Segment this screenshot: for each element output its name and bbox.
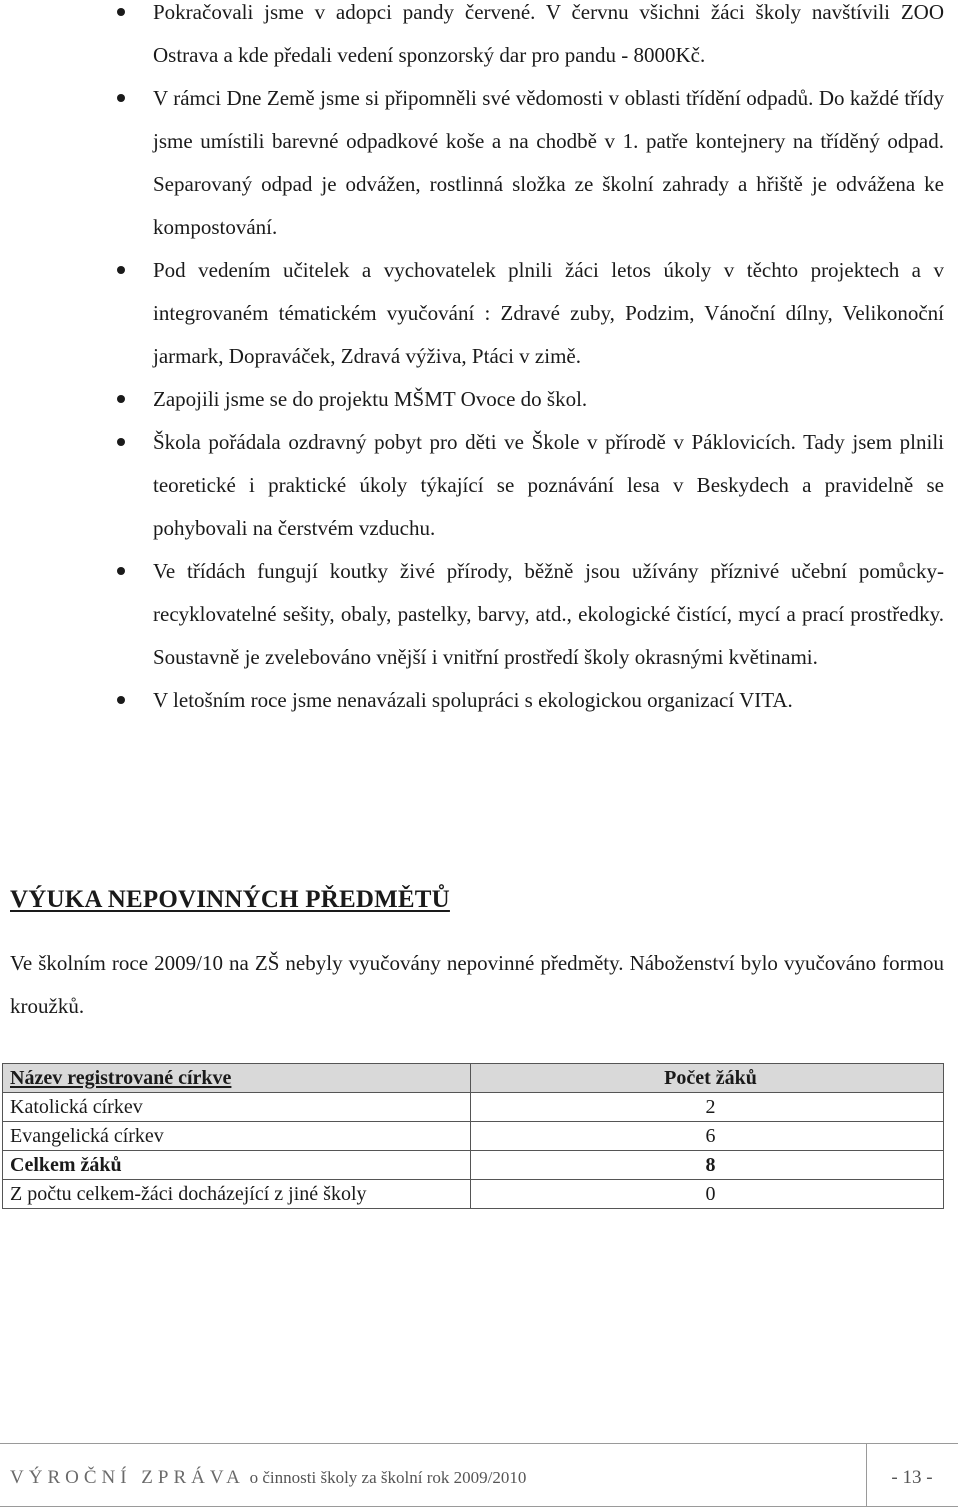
list-item xyxy=(0,679,960,722)
footer-title: VÝROČNÍ ZPRÁVA xyxy=(10,1467,245,1488)
bullet-icon xyxy=(117,438,125,446)
footer-subtitle: o činnosti školy za školní rok 2009/2010 xyxy=(249,1468,527,1487)
table-cell-count: 2 xyxy=(471,1093,944,1122)
list-item-text: Škola pořádala ozdravný pobyt pro děti ve Škole v přírodě v Páklovicích. Tady jsem plnili teoretické i praktické úkoly týkající se poznávání lesa v Beskydech a pravidelně se pohybovali na čerstvém vzduchu. xyxy=(153,430,944,540)
bullet-list xyxy=(0,0,960,722)
table-cell-count: 6 xyxy=(471,1122,944,1151)
section-heading xyxy=(10,886,450,914)
list-item xyxy=(0,0,960,77)
bullet-icon xyxy=(117,266,125,274)
list-item xyxy=(0,421,960,550)
table-row xyxy=(3,1180,944,1209)
list-item-text: Ve třídách fungují koutky živé přírody, běžně jsou užívány příznivé učební pomůcky- recyklovatelné sešity, obaly, pastelky, barvy, atd., ekologické čistící, mycí a prací prostředky. Soustavně je zvelebováno vnější i vnitřní prostředí školy okrasnými květinami. xyxy=(153,559,944,669)
table-cell-name: Katolická církev xyxy=(3,1093,471,1122)
footer-text xyxy=(10,1467,526,1489)
page-number: - 13 - xyxy=(891,1467,933,1488)
table-cell-count: 0 xyxy=(471,1180,944,1209)
section-heading-text: VÝUKA NEPOVINNÝCH PŘEDMĚTŮ xyxy=(10,886,450,913)
table-row xyxy=(3,1093,944,1122)
church-table xyxy=(2,1063,944,1209)
bullet-icon xyxy=(117,567,125,575)
table-header-row xyxy=(3,1064,944,1093)
list-item xyxy=(0,550,960,679)
list-item-text: V rámci Dne Země jsme si připomněli své vědomosti v oblasti třídění odpadů. Do každé třídy jsme umístili barevné odpadkové koše a na chodbě v 1. patře kontejnery na tříděný odpad. Separovaný odpad je odvážen, rostlinná složka ze školní zahrady a hřiště je odvážena ke kompostování. xyxy=(153,86,944,239)
table-header-count: Počet žáků xyxy=(471,1064,944,1093)
table-cell-name: Z počtu celkem-žáci docházející z jiné školy xyxy=(3,1180,471,1209)
bullet-icon xyxy=(117,8,125,16)
table-row xyxy=(3,1122,944,1151)
bullet-icon xyxy=(117,696,125,704)
table-cell-name: Celkem žáků xyxy=(3,1151,471,1180)
bullet-icon xyxy=(117,94,125,102)
table-total-row xyxy=(3,1151,944,1180)
list-item-text: Pokračovali jsme v adopci pandy červené. V červnu všichni žáci školy navštívili ZOO Ostrava a kde předali vedení sponzorský dar pro pandu - 8000Kč. xyxy=(153,0,944,67)
table-cell-count: 8 xyxy=(471,1151,944,1180)
section-paragraph: Ve školním roce 2009/10 na ZŠ nebyly vyučovány nepovinné předměty. Náboženství bylo vyučováno formou kroužků. xyxy=(10,951,944,1018)
bullet-icon xyxy=(117,395,125,403)
table-cell-name: Evangelická církev xyxy=(3,1122,471,1151)
list-item-text: V letošním roce jsme nenavázali spolupráci s ekologickou organizací VITA. xyxy=(153,688,793,712)
list-item xyxy=(0,249,960,378)
list-item-text: Pod vedením učitelek a vychovatelek plnili žáci letos úkoly v těchto projektech a v integrovaném tématickém vyučování : Zdravé zuby, Podzim, Vánoční dílny, Velikonoční jarmark, Dopraváček, Zdravá výživa, Ptáci v zimě. xyxy=(153,258,944,368)
list-item-text: Zapojili jsme se do projektu MŠMT Ovoce do škol. xyxy=(153,387,588,411)
page-footer xyxy=(0,1443,958,1507)
table-header-name: Název registrované církve xyxy=(3,1064,471,1093)
list-item xyxy=(0,77,960,249)
list-item xyxy=(0,378,960,421)
